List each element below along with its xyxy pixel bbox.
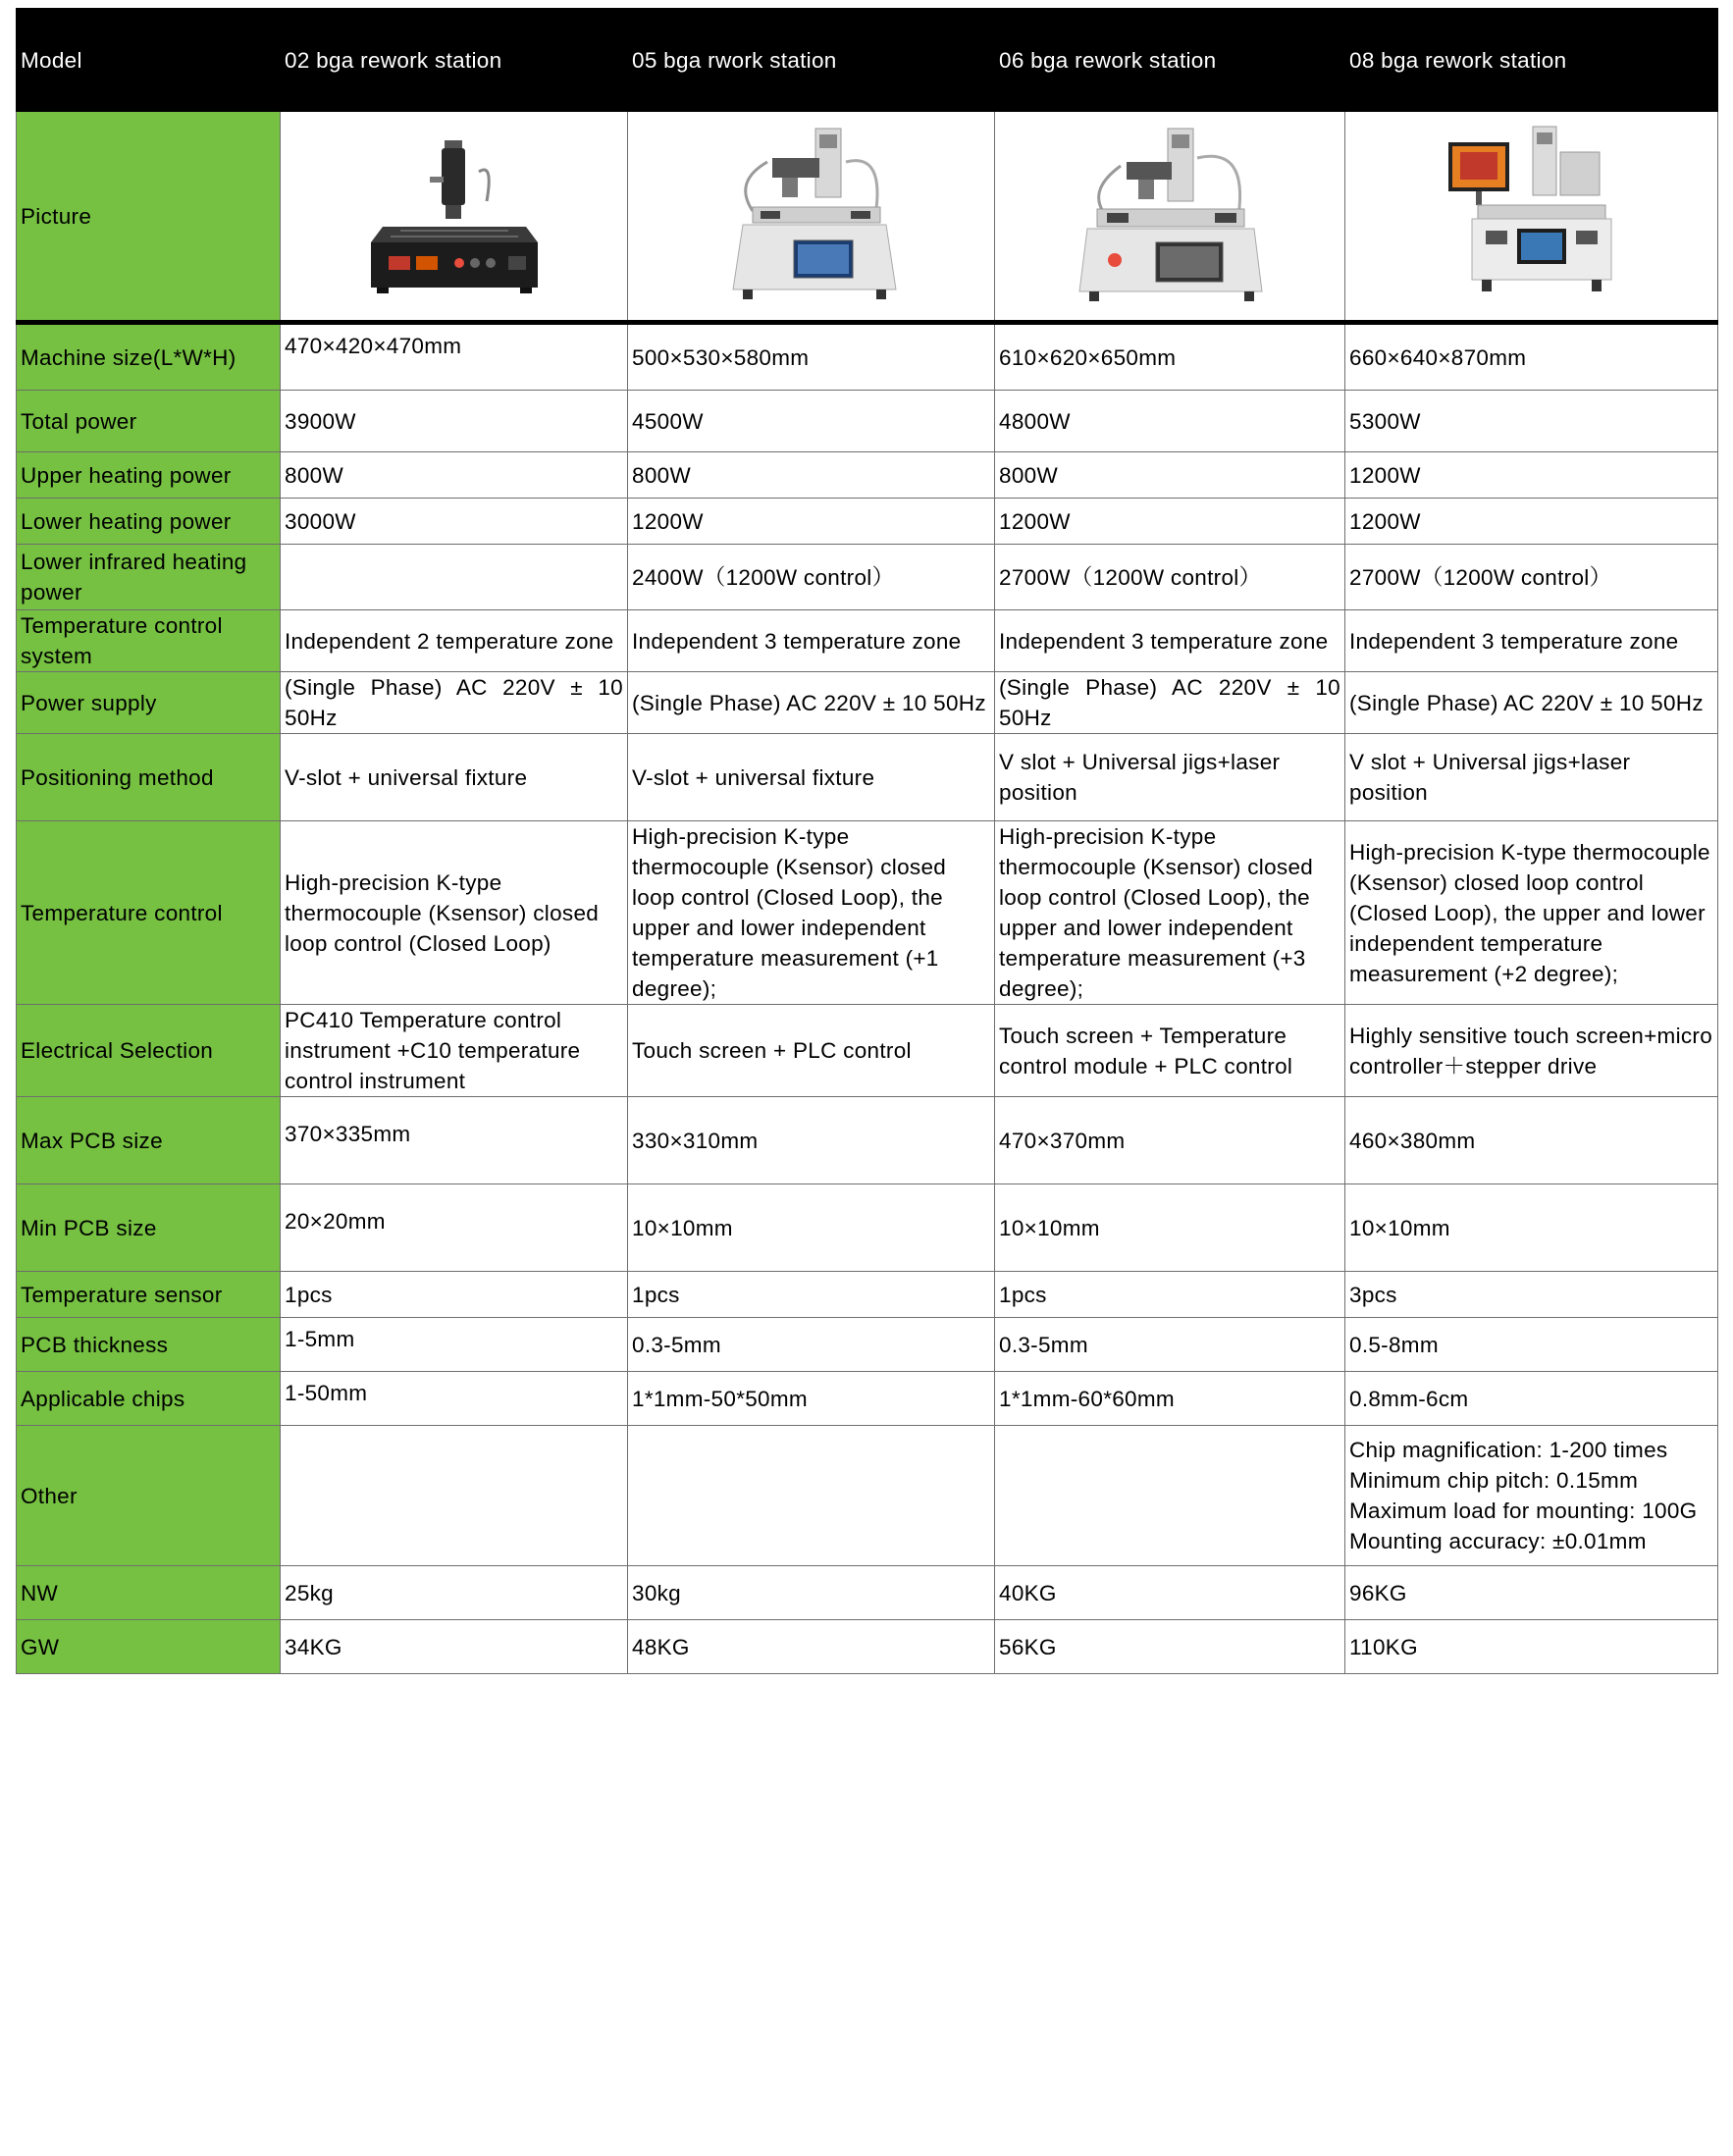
spec-cell: 370×335mm bbox=[281, 1097, 628, 1184]
spec-cell: 4500W bbox=[628, 391, 995, 452]
row-label: PCB thickness bbox=[17, 1318, 281, 1372]
spec-cell: 30kg bbox=[628, 1566, 995, 1620]
spec-cell: (Single Phase) AC 220V ± 10 50Hz bbox=[995, 672, 1345, 734]
spec-row-total-power bbox=[17, 391, 1718, 452]
spec-cell: 56KG bbox=[995, 1620, 1345, 1674]
row-label: Lower heating power bbox=[17, 499, 281, 545]
spec-cell: Highly sensitive touch screen+micro controller＋stepper drive bbox=[1345, 1005, 1718, 1097]
spec-cell: 0.3-5mm bbox=[995, 1318, 1345, 1372]
row-label: Max PCB size bbox=[17, 1097, 281, 1184]
spec-cell: 2700W（1200W control） bbox=[1345, 545, 1718, 610]
row-label: Temperature sensor bbox=[17, 1272, 281, 1318]
spec-cell: Touch screen + Temperature control module + PLC control bbox=[995, 1005, 1345, 1097]
row-label: Upper heating power bbox=[17, 452, 281, 499]
spec-cell: (Single Phase) AC 220V ± 10 50Hz bbox=[1345, 672, 1718, 734]
spec-cell: (Single Phase) AC 220V ± 10 50Hz bbox=[281, 672, 628, 734]
model-name: 06 bga rework station bbox=[995, 9, 1345, 112]
other-line: Maximum load for mounting: 100G bbox=[1349, 1499, 1698, 1523]
spec-cell: V slot + Universal jigs+laser position bbox=[995, 734, 1345, 821]
spec-cell: Independent 3 temperature zone bbox=[1345, 610, 1718, 672]
spec-cell: 0.5-8mm bbox=[1345, 1318, 1718, 1372]
spec-comparison-table bbox=[16, 8, 1718, 1674]
spec-row-upper-heating-power bbox=[17, 452, 1718, 499]
spec-cell: 3000W bbox=[281, 499, 628, 545]
spec-cell: 0.8mm-6cm bbox=[1345, 1372, 1718, 1426]
spec-cell: 10×10mm bbox=[995, 1184, 1345, 1272]
spec-row-temperature-control-system bbox=[17, 610, 1718, 672]
spec-cell: 96KG bbox=[1345, 1566, 1718, 1620]
rework-station-05-image bbox=[713, 123, 910, 309]
row-label: GW bbox=[17, 1620, 281, 1674]
spec-cell: 1pcs bbox=[995, 1272, 1345, 1318]
spec-cell bbox=[628, 1426, 995, 1566]
model-name: 05 bga rwork station bbox=[628, 9, 995, 112]
spec-cell: 34KG bbox=[281, 1620, 628, 1674]
row-label: Electrical Selection bbox=[17, 1005, 281, 1097]
picture-cell bbox=[995, 112, 1345, 323]
spec-cell: 5300W bbox=[1345, 391, 1718, 452]
row-label: Machine size(L*W*H) bbox=[17, 323, 281, 391]
header-label: Model bbox=[17, 9, 281, 112]
spec-cell: Independent 3 temperature zone bbox=[628, 610, 995, 672]
spec-cell bbox=[281, 545, 628, 610]
spec-cell: 1-50mm bbox=[281, 1372, 628, 1426]
spec-cell: (Single Phase) AC 220V ± 10 50Hz bbox=[628, 672, 995, 734]
spec-cell: High-precision K-type thermocouple (Ksensor) closed loop control (Closed Loop), the upper and lower independent temperature measurement (+1 degree); bbox=[628, 821, 995, 1005]
spec-row-temperature-control bbox=[17, 821, 1718, 1005]
spec-row-gw bbox=[17, 1620, 1718, 1674]
row-label: Temperature control bbox=[17, 821, 281, 1005]
spec-row-lower-infrared-heating-power bbox=[17, 545, 1718, 610]
spec-cell: 1*1mm-50*50mm bbox=[628, 1372, 995, 1426]
row-label: Other bbox=[17, 1426, 281, 1566]
spec-cell: 10×10mm bbox=[1345, 1184, 1718, 1272]
spec-cell: 800W bbox=[628, 452, 995, 499]
spec-cell: 0.3-5mm bbox=[628, 1318, 995, 1372]
spec-row-other bbox=[17, 1426, 1718, 1566]
spec-cell: PC410 Temperature control instrument +C10 temperature control instrument bbox=[281, 1005, 628, 1097]
row-label: Lower infrared heating power bbox=[17, 545, 281, 610]
spec-row-min-pcb-size bbox=[17, 1184, 1718, 1272]
spec-cell: 460×380mm bbox=[1345, 1097, 1718, 1184]
spec-cell: V-slot + universal fixture bbox=[628, 734, 995, 821]
spec-row-power-supply bbox=[17, 672, 1718, 734]
spec-cell: V slot + Universal jigs+laser position bbox=[1345, 734, 1718, 821]
spec-row-nw bbox=[17, 1566, 1718, 1620]
spec-cell bbox=[281, 1426, 628, 1566]
spec-row-lower-heating-power bbox=[17, 499, 1718, 545]
spec-cell: 800W bbox=[995, 452, 1345, 499]
spec-row-temperature-sensor bbox=[17, 1272, 1718, 1318]
spec-cell: 40KG bbox=[995, 1566, 1345, 1620]
rework-station-02-image bbox=[361, 132, 548, 299]
picture-row bbox=[17, 112, 1718, 323]
spec-cell: 470×370mm bbox=[995, 1097, 1345, 1184]
spec-cell: V-slot + universal fixture bbox=[281, 734, 628, 821]
spec-cell: 1-5mm bbox=[281, 1318, 628, 1372]
spec-cell: 500×530×580mm bbox=[628, 323, 995, 391]
spec-cell: High-precision K-type thermocouple (Ksensor) closed loop control (Closed Loop), the upper and lower independent temperature measurement (+2 degree); bbox=[1345, 821, 1718, 1005]
row-label: Min PCB size bbox=[17, 1184, 281, 1272]
spec-row-pcb-thickness bbox=[17, 1318, 1718, 1372]
spec-cell: High-precision K-type thermocouple (Ksensor) closed loop control (Closed Loop) bbox=[281, 821, 628, 1005]
spec-cell: 1pcs bbox=[628, 1272, 995, 1318]
other-line: Minimum chip pitch: 0.15mm bbox=[1349, 1468, 1639, 1493]
row-label: NW bbox=[17, 1566, 281, 1620]
spec-cell: 470×420×470mm bbox=[281, 323, 628, 391]
picture-cell bbox=[628, 112, 995, 323]
spec-cell: 660×640×870mm bbox=[1345, 323, 1718, 391]
row-label: Applicable chips bbox=[17, 1372, 281, 1426]
rework-station-08-image bbox=[1439, 123, 1625, 309]
spec-cell: High-precision K-type thermocouple (Ksensor) closed loop control (Closed Loop), the upper and lower independent temperature measurement (+3 degree); bbox=[995, 821, 1345, 1005]
spec-cell: 48KG bbox=[628, 1620, 995, 1674]
other-line: Chip magnification: 1-200 times bbox=[1349, 1438, 1668, 1462]
model-name: 02 bga rework station bbox=[281, 9, 628, 112]
spec-cell: 3900W bbox=[281, 391, 628, 452]
spec-cell: 1*1mm-60*60mm bbox=[995, 1372, 1345, 1426]
spec-cell: Touch screen + PLC control bbox=[628, 1005, 995, 1097]
row-label: Picture bbox=[17, 112, 281, 323]
spec-cell: 1200W bbox=[995, 499, 1345, 545]
rework-station-06-image bbox=[1072, 123, 1268, 309]
spec-row-positioning-method bbox=[17, 734, 1718, 821]
row-label: Total power bbox=[17, 391, 281, 452]
spec-cell: 4800W bbox=[995, 391, 1345, 452]
row-label: Temperature control system bbox=[17, 610, 281, 672]
spec-row-max-pcb-size bbox=[17, 1097, 1718, 1184]
spec-cell: 610×620×650mm bbox=[995, 323, 1345, 391]
other-line: Mounting accuracy: ±0.01mm bbox=[1349, 1529, 1647, 1553]
spec-cell: 1200W bbox=[628, 499, 995, 545]
spec-cell: Independent 3 temperature zone bbox=[995, 610, 1345, 672]
header-row bbox=[17, 9, 1718, 112]
model-name: 08 bga rework station bbox=[1345, 9, 1718, 112]
spec-cell: 10×10mm bbox=[628, 1184, 995, 1272]
spec-row-electrical-selection bbox=[17, 1005, 1718, 1097]
row-label: Positioning method bbox=[17, 734, 281, 821]
spec-cell: 330×310mm bbox=[628, 1097, 995, 1184]
spec-cell: 20×20mm bbox=[281, 1184, 628, 1272]
spec-cell-other bbox=[1345, 1426, 1718, 1566]
picture-cell bbox=[281, 112, 628, 323]
spec-cell: 1pcs bbox=[281, 1272, 628, 1318]
spec-row-applicable-chips bbox=[17, 1372, 1718, 1426]
picture-cell bbox=[1345, 112, 1718, 323]
spec-cell bbox=[995, 1426, 1345, 1566]
spec-cell: 1200W bbox=[1345, 499, 1718, 545]
spec-cell: 800W bbox=[281, 452, 628, 499]
spec-cell: 25kg bbox=[281, 1566, 628, 1620]
spec-cell: 3pcs bbox=[1345, 1272, 1718, 1318]
spec-cell: 1200W bbox=[1345, 452, 1718, 499]
spec-cell: 2400W（1200W control） bbox=[628, 545, 995, 610]
spec-cell: 110KG bbox=[1345, 1620, 1718, 1674]
row-label: Power supply bbox=[17, 672, 281, 734]
spec-cell: 2700W（1200W control） bbox=[995, 545, 1345, 610]
spec-cell: Independent 2 temperature zone bbox=[281, 610, 628, 672]
spec-row-machine-size bbox=[17, 323, 1718, 391]
